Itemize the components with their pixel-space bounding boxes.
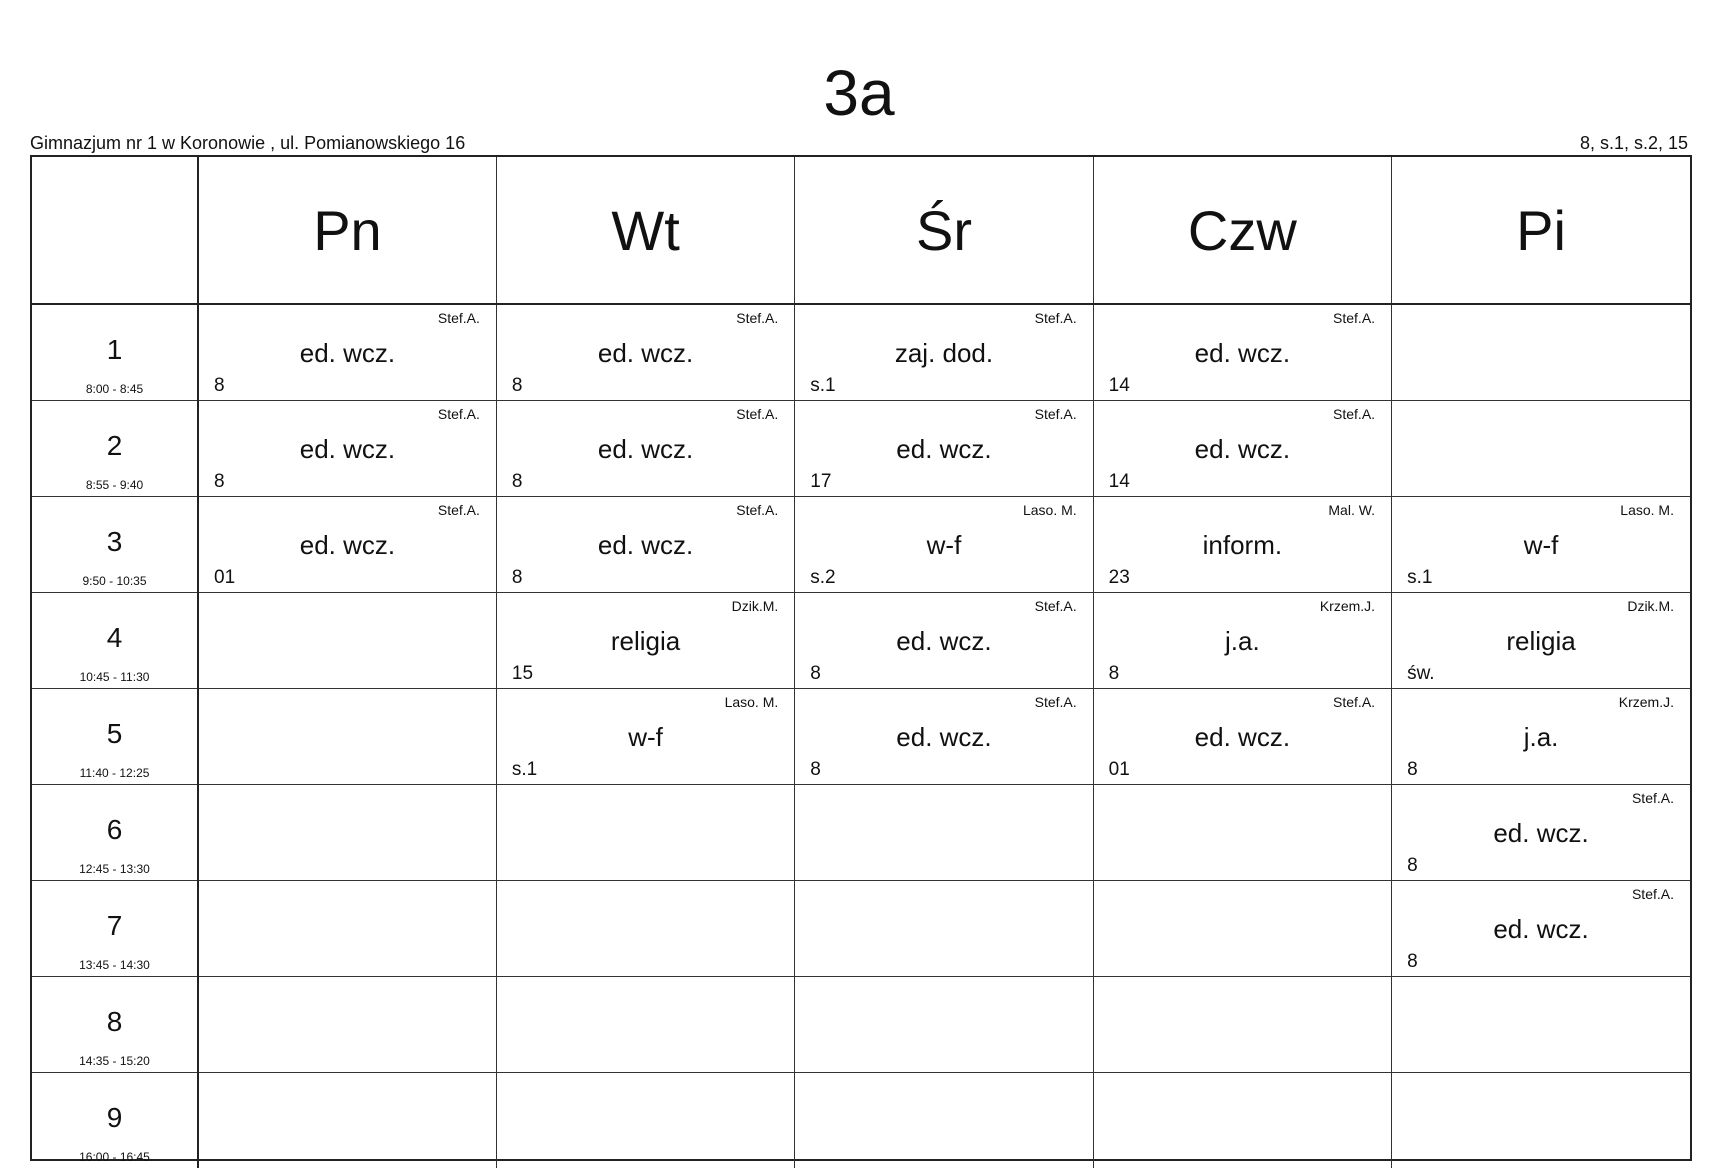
lesson-cell bbox=[496, 1073, 794, 1168]
period-row bbox=[32, 401, 1690, 497]
lesson-subject: ed. wcz. bbox=[199, 338, 496, 368]
timetable bbox=[30, 155, 1692, 1161]
lesson-cell bbox=[1392, 304, 1690, 401]
lesson-teacher: Krzem.J. bbox=[1320, 598, 1375, 614]
lesson-teacher: Laso. M. bbox=[725, 694, 779, 710]
period-time: 12:45 - 13:30 bbox=[32, 862, 197, 876]
lesson-room: 8 bbox=[1407, 855, 1418, 877]
lesson-cell bbox=[1093, 593, 1391, 689]
period-number: 9 bbox=[32, 1103, 197, 1133]
day-header-wt: Wt bbox=[496, 157, 794, 304]
lesson-teacher: Mal. W. bbox=[1328, 502, 1375, 518]
lesson-room: 8 bbox=[1407, 759, 1418, 781]
lesson-cell bbox=[198, 785, 496, 881]
lesson-cell bbox=[1392, 881, 1690, 977]
lesson-cell bbox=[496, 881, 794, 977]
lesson-room: 15 bbox=[512, 663, 533, 685]
period-row bbox=[32, 1073, 1690, 1168]
lesson-subject: ed. wcz. bbox=[497, 530, 794, 560]
period-time: 14:35 - 15:20 bbox=[32, 1054, 197, 1068]
lesson-room: s.1 bbox=[512, 759, 537, 781]
lesson-teacher: Stef.A. bbox=[438, 502, 480, 518]
lesson-cell bbox=[198, 977, 496, 1073]
lesson-room: 8 bbox=[512, 375, 523, 397]
period-time: 13:45 - 14:30 bbox=[32, 958, 197, 972]
period-number: 2 bbox=[32, 431, 197, 461]
lesson-cell bbox=[496, 785, 794, 881]
lesson-cell bbox=[795, 304, 1093, 401]
lesson-room: 8 bbox=[810, 663, 821, 685]
lesson-cell bbox=[496, 401, 794, 497]
lesson-cell bbox=[1093, 401, 1391, 497]
lesson-cell bbox=[496, 304, 794, 401]
lesson-room: 01 bbox=[214, 567, 235, 589]
lesson-teacher: Dzik.M. bbox=[732, 598, 779, 614]
lesson-teacher: Stef.A. bbox=[438, 406, 480, 422]
lesson-teacher: Laso. M. bbox=[1023, 502, 1077, 518]
period-number: 1 bbox=[32, 335, 197, 365]
rooms-used: 8, s.1, s.2, 15 bbox=[1580, 133, 1688, 153]
lesson-cell bbox=[198, 1073, 496, 1168]
lesson-cell bbox=[795, 785, 1093, 881]
period-number: 7 bbox=[32, 911, 197, 941]
lesson-room: 14 bbox=[1109, 471, 1130, 493]
lesson-cell bbox=[795, 497, 1093, 593]
lesson-teacher: Stef.A. bbox=[1632, 790, 1674, 806]
lesson-subject: j.a. bbox=[1392, 722, 1690, 752]
lesson-teacher: Stef.A. bbox=[1035, 694, 1077, 710]
lesson-cell bbox=[1093, 497, 1391, 593]
lesson-cell bbox=[1392, 401, 1690, 497]
lesson-room: s.1 bbox=[810, 375, 835, 397]
period-cell bbox=[32, 1073, 198, 1168]
period-row bbox=[32, 785, 1690, 881]
period-row bbox=[32, 689, 1690, 785]
lesson-cell bbox=[795, 977, 1093, 1073]
period-time: 9:50 - 10:35 bbox=[32, 574, 197, 588]
lesson-teacher: Stef.A. bbox=[1333, 406, 1375, 422]
day-header-row bbox=[32, 157, 1690, 304]
lesson-cell bbox=[496, 593, 794, 689]
period-time: 8:00 - 8:45 bbox=[32, 382, 197, 396]
lesson-room: 8 bbox=[810, 759, 821, 781]
lesson-subject: religia bbox=[1392, 626, 1690, 656]
lesson-cell bbox=[496, 977, 794, 1073]
lesson-teacher: Laso. M. bbox=[1620, 502, 1674, 518]
lesson-cell bbox=[1392, 497, 1690, 593]
lesson-subject: ed. wcz. bbox=[1094, 434, 1391, 464]
class-title: 3a bbox=[0, 58, 1718, 128]
period-row bbox=[32, 977, 1690, 1073]
lesson-subject: ed. wcz. bbox=[795, 626, 1092, 656]
timetable-grid bbox=[32, 157, 1690, 1168]
lesson-cell bbox=[198, 497, 496, 593]
lesson-cell bbox=[1093, 689, 1391, 785]
period-cell bbox=[32, 497, 198, 593]
lesson-cell bbox=[795, 689, 1093, 785]
lesson-subject: ed. wcz. bbox=[199, 530, 496, 560]
period-time: 10:45 - 11:30 bbox=[32, 670, 197, 684]
lesson-room: s.1 bbox=[1407, 567, 1432, 589]
period-time: 16:00 - 16:45 bbox=[32, 1150, 197, 1164]
lesson-subject: ed. wcz. bbox=[1392, 914, 1690, 944]
lesson-subject: ed. wcz. bbox=[497, 434, 794, 464]
period-number: 8 bbox=[32, 1007, 197, 1037]
lesson-teacher: Dzik.M. bbox=[1627, 598, 1674, 614]
lesson-subject: ed. wcz. bbox=[1094, 338, 1391, 368]
lesson-subject: ed. wcz. bbox=[497, 338, 794, 368]
lesson-cell bbox=[795, 1073, 1093, 1168]
period-row bbox=[32, 593, 1690, 689]
lesson-cell bbox=[198, 689, 496, 785]
period-cell bbox=[32, 401, 198, 497]
lesson-teacher: Stef.A. bbox=[736, 502, 778, 518]
lesson-subject: zaj. dod. bbox=[795, 338, 1092, 368]
lesson-subject: w-f bbox=[1392, 530, 1690, 560]
lesson-subject: ed. wcz. bbox=[199, 434, 496, 464]
period-cell bbox=[32, 785, 198, 881]
lesson-subject: religia bbox=[497, 626, 794, 656]
period-number: 5 bbox=[32, 719, 197, 749]
lesson-cell bbox=[496, 497, 794, 593]
period-cell bbox=[32, 304, 198, 401]
lesson-teacher: Krzem.J. bbox=[1619, 694, 1674, 710]
lesson-cell bbox=[1093, 785, 1391, 881]
lesson-subject: j.a. bbox=[1094, 626, 1391, 656]
period-number: 3 bbox=[32, 527, 197, 557]
corner-cell bbox=[32, 157, 198, 304]
lesson-cell bbox=[1392, 977, 1690, 1073]
lesson-teacher: Stef.A. bbox=[1035, 598, 1077, 614]
lesson-cell bbox=[1392, 689, 1690, 785]
period-number: 6 bbox=[32, 815, 197, 845]
lesson-room: 8 bbox=[1407, 951, 1418, 973]
lesson-room: 8 bbox=[512, 567, 523, 589]
lesson-teacher: Stef.A. bbox=[1333, 694, 1375, 710]
lesson-room: 8 bbox=[1109, 663, 1120, 685]
lesson-room: św. bbox=[1407, 663, 1434, 685]
day-header-czw: Czw bbox=[1093, 157, 1391, 304]
lesson-subject: ed. wcz. bbox=[1094, 722, 1391, 752]
lesson-subject: w-f bbox=[497, 722, 794, 752]
lesson-room: s.2 bbox=[810, 567, 835, 589]
lesson-cell bbox=[1093, 304, 1391, 401]
period-time: 11:40 - 12:25 bbox=[32, 766, 197, 780]
lesson-room: 17 bbox=[810, 471, 831, 493]
lesson-teacher: Stef.A. bbox=[1035, 310, 1077, 326]
lesson-room: 8 bbox=[214, 471, 225, 493]
lesson-teacher: Stef.A. bbox=[1035, 406, 1077, 422]
lesson-cell bbox=[1093, 977, 1391, 1073]
lesson-room: 8 bbox=[512, 471, 523, 493]
school-name: Gimnazjum nr 1 w Koronowie , ul. Pomianowskiego 16 bbox=[30, 133, 465, 153]
lesson-cell bbox=[496, 689, 794, 785]
lesson-cell bbox=[198, 401, 496, 497]
period-row bbox=[32, 304, 1690, 401]
lesson-cell bbox=[1392, 593, 1690, 689]
lesson-room: 8 bbox=[214, 375, 225, 397]
day-header-pi: Pi bbox=[1392, 157, 1690, 304]
period-number: 4 bbox=[32, 623, 197, 653]
lesson-cell bbox=[1392, 1073, 1690, 1168]
lesson-room: 23 bbox=[1109, 567, 1130, 589]
lesson-subject: w-f bbox=[795, 530, 1092, 560]
period-cell bbox=[32, 593, 198, 689]
lesson-teacher: Stef.A. bbox=[1333, 310, 1375, 326]
day-header-pn: Pn bbox=[198, 157, 496, 304]
period-row bbox=[32, 881, 1690, 977]
lesson-subject: ed. wcz. bbox=[795, 434, 1092, 464]
lesson-cell bbox=[198, 881, 496, 977]
lesson-cell bbox=[795, 401, 1093, 497]
period-cell bbox=[32, 977, 198, 1073]
lesson-subject: inform. bbox=[1094, 530, 1391, 560]
period-row bbox=[32, 497, 1690, 593]
lesson-cell bbox=[198, 593, 496, 689]
lesson-teacher: Stef.A. bbox=[736, 310, 778, 326]
lesson-cell bbox=[1392, 785, 1690, 881]
lesson-subject: ed. wcz. bbox=[1392, 818, 1690, 848]
lesson-cell bbox=[1093, 881, 1391, 977]
lesson-room: 14 bbox=[1109, 375, 1130, 397]
lesson-cell bbox=[198, 304, 496, 401]
day-header-sr: Śr bbox=[795, 157, 1093, 304]
period-cell bbox=[32, 689, 198, 785]
lesson-teacher: Stef.A. bbox=[438, 310, 480, 326]
lesson-room: 01 bbox=[1109, 759, 1130, 781]
lesson-teacher: Stef.A. bbox=[736, 406, 778, 422]
period-cell bbox=[32, 881, 198, 977]
lesson-cell bbox=[795, 593, 1093, 689]
lesson-teacher: Stef.A. bbox=[1632, 886, 1674, 902]
lesson-cell bbox=[795, 881, 1093, 977]
lesson-subject: ed. wcz. bbox=[795, 722, 1092, 752]
period-time: 8:55 - 9:40 bbox=[32, 478, 197, 492]
lesson-cell bbox=[1093, 1073, 1391, 1168]
